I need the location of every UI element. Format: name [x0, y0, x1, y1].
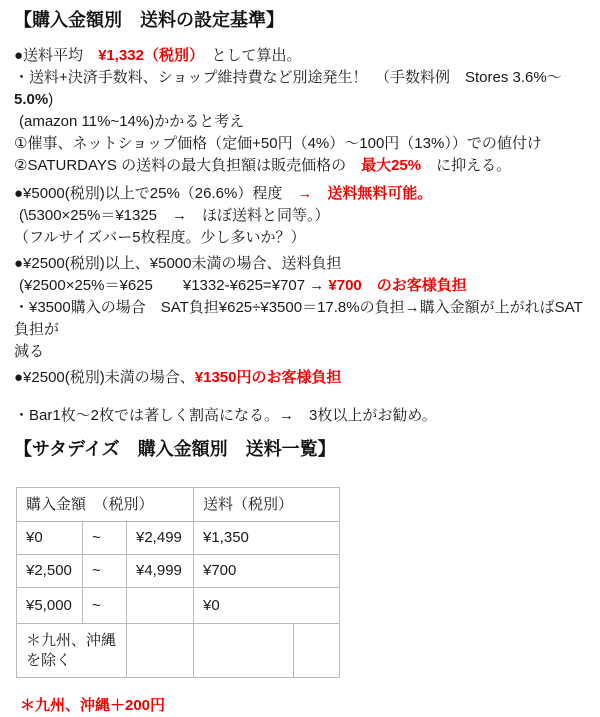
text-segment: ●送料平均	[14, 47, 99, 64]
text-segment: ・送料+決済手数料、ショップ維持費など別途発生！ （手数料例 Stores 3.6%～	[14, 69, 562, 86]
text-segment: )	[48, 91, 54, 108]
red-highlight-average-fee: ¥1,332（税別）	[98, 47, 197, 64]
empty-cell	[127, 624, 194, 678]
para-case-3500-line2: 減る	[14, 343, 45, 360]
para-max-burden	[14, 155, 592, 177]
cell-tilde: ~	[83, 588, 127, 624]
section-2500-5000	[14, 253, 592, 363]
cell-tilde: ~	[83, 555, 127, 588]
para-pricing-rule: ①催事、ネットショップ価格（定価+50円（4%）～100円（13%））での値付け	[14, 135, 542, 152]
para-bar-note: ・Bar1枚～2枚では著しく割高になる。→ 3枚以上がお勧め。	[14, 407, 437, 424]
para-over-5000	[14, 183, 592, 205]
para-calc-2500	[14, 275, 592, 297]
red-highlight-1350: ¥1350円のお客様負担	[194, 369, 342, 386]
para-extra-fees	[14, 67, 592, 111]
para-under-2500	[14, 367, 592, 389]
empty-cell	[194, 624, 294, 678]
empty-cell	[294, 624, 340, 678]
table-note-row	[17, 624, 340, 678]
text-segment: ●¥2500(税別)未満の場合、	[14, 369, 195, 386]
cell-fee: ¥0	[194, 588, 340, 624]
text-segment: として算出。	[196, 47, 302, 64]
para-calc-5300: (\5300×25%＝¥1325 → ほぼ送料と同等。）	[19, 207, 330, 224]
header-shipping-fee: 送料（税別）	[194, 488, 340, 522]
text-segment: (¥2500×25%＝¥625 ¥1332-¥625=¥707 →	[19, 277, 329, 294]
text-segment: ②SATURDAYS の送料の最大負担額は販売価格の	[14, 157, 362, 174]
page-title: 【購入金額別 送料の設定基準】	[14, 10, 284, 30]
cell-fee: ¥700	[194, 555, 340, 588]
cell-from: ¥5,000	[17, 588, 83, 624]
section-bar-note	[14, 405, 592, 427]
text-segment: ●¥5000(税別)以上で25%（26.6%）程度	[14, 185, 298, 202]
cell-fee: ¥1,350	[194, 522, 340, 555]
cell-to: ¥4,999	[127, 555, 194, 588]
section-under-2500	[14, 367, 592, 389]
para-fullsize-bar: （フルサイズバー5枚程度。少し多いか？）	[14, 229, 306, 246]
section-over-5000	[14, 183, 592, 249]
kyushu-okinawa-footnote: ＊九州、沖縄＋200円	[20, 697, 166, 714]
red-highlight-free-shipping: → 送料無料可能。	[297, 185, 433, 202]
table-row	[17, 555, 340, 588]
cell-tilde: ~	[83, 522, 127, 555]
table-header-row	[17, 488, 340, 522]
para-range-2500: ●¥2500(税別)以上、¥5000未満の場合、送料負担	[14, 255, 342, 272]
shipping-fee-table	[16, 487, 340, 678]
red-highlight-max-25: 最大25%	[361, 157, 422, 174]
header-purchase-amount: 購入金額 （税別）	[17, 488, 194, 522]
table-row	[17, 522, 340, 555]
cell-region-note: ＊九州、沖縄を除く	[17, 624, 127, 678]
para-amazon-fees: (amazon 11%~14%)かかると考え	[19, 113, 245, 130]
cell-to-empty	[127, 588, 194, 624]
table-title: 【サタデイズ 購入金額別 送料一覧】	[14, 439, 336, 459]
para-case-3500-line1: ・¥3500購入の場合 SAT負担¥625÷¥3500＝17.8%の負担→購入金額が上がればSAT負担が	[14, 299, 583, 338]
cell-to: ¥2,499	[127, 522, 194, 555]
text-segment: に抑える。	[421, 157, 512, 174]
para-shipping-average	[14, 45, 592, 67]
section-calc-basis	[14, 45, 592, 177]
red-highlight-700: ¥700 のお客様負担	[328, 277, 467, 294]
bold-fee-rate: 5.0%	[14, 91, 49, 108]
cell-from: ¥2,500	[17, 555, 83, 588]
cell-from: ¥0	[17, 522, 83, 555]
table-row	[17, 588, 340, 624]
